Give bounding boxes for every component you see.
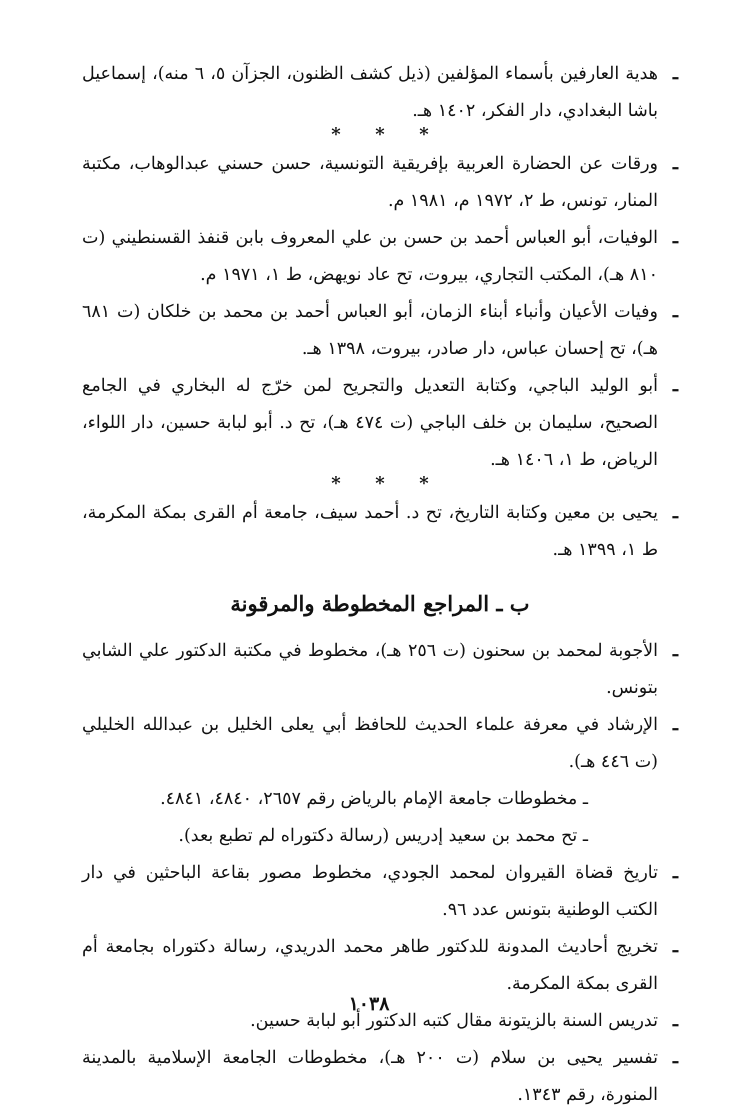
star-separator: * [419, 473, 429, 494]
bibliography-entry [82, 855, 678, 929]
entry-text: الوفيات، أبو العباس أحمد بن حسن بن علي المعروف بابن قنفذ القسنطيني (ت ٨١٠ هـ)، المكتب التجاري، بيروت، تح عاد نويهض، ط ١، ١٩٧١ م. [82, 228, 658, 285]
entry-text: مخطوطات جامعة الإمام بالرياض رقم ٢٦٥٧، ٤٨٤٠، ٤٨٤١. [160, 789, 578, 809]
star-separator: * [331, 473, 341, 494]
entry-dash: ـ [672, 64, 678, 84]
bibliography-content [82, 56, 678, 1114]
bibliography-entry [82, 294, 678, 368]
entry-dash: ـ [672, 641, 678, 661]
entry-dash: ـ [672, 228, 678, 248]
star-separator: * [375, 124, 385, 145]
entry-dash: ـ [672, 1011, 678, 1031]
entry-text: أبو الوليد الباجي، وكتابة التعديل والتجريح لمن خرّج له البخاري في الجامع الصحيح، سليمان بن خلف الباجي (ت ٤٧٤ هـ)، تح د. أبو لبابة حسين، دار اللواء، الرياض، ط ١، ١٤٠٦ هـ. [82, 376, 658, 470]
entry-text: تاريخ قضاة القيروان لمحمد الجودي، مخطوط مصور بقاعة الباحثين في دار الكتب الوطنية بتونس عدد ٩٦. [82, 863, 658, 920]
bibliography-entry [82, 368, 678, 479]
bibliography-entry [82, 707, 678, 781]
entry-dash: ـ [672, 937, 678, 957]
bibliography-entry [82, 633, 678, 707]
entry-dash: ـ [672, 302, 678, 322]
entry-dash: ـ [672, 1048, 678, 1068]
section-b-title: ب ـ المراجع المخطوطة والمرقونة [230, 591, 530, 616]
entry-dash: ـ [672, 863, 678, 883]
entry-text: الإرشاد في معرفة علماء الحديث للحافظ أبي يعلى الخليل بن عبدالله الخليلي (ت ٤٤٦ هـ). [82, 715, 658, 772]
entry-text: يحيى بن معين وكتابة التاريخ، تح د. أحمد سيف، جامعة أم القرى بمكة المكرمة، ط ١، ١٣٩٩ هـ. [82, 503, 658, 560]
entry-dash: ـ [672, 715, 678, 735]
bibliography-group-a3 [82, 495, 678, 569]
bibliography-group-a1 [82, 56, 678, 130]
star-separator: * [331, 124, 341, 145]
entry-dash: ـ [672, 154, 678, 174]
bibliography-entry [82, 929, 678, 1003]
entry-text: تخريج أحاديث المدونة للدكتور طاهر محمد الدريدي، رسالة دكتوراه بجامعة أم القرى بمكة المكرمة. [82, 937, 658, 994]
bibliography-subentry [82, 818, 588, 855]
page-number: ١٠٣٨ [348, 993, 390, 1015]
bibliography-group-b [82, 633, 678, 1114]
star-separator: * [375, 473, 385, 494]
bibliography-subentry [82, 781, 588, 818]
entry-text: وفيات الأعيان وأنباء أبناء الزمان، أبو العباس أحمد بن محمد بن خلكان (ت ٦٨١ هـ)، تح إحسان عباس، دار صادر، بيروت، ١٣٩٨ هـ. [82, 302, 658, 359]
entry-text: الأجوبة لمحمد بن سحنون (ت ٢٥٦ هـ)، مخطوط في مكتبة الدكتور علي الشابي بتونس. [82, 641, 658, 698]
entry-dash: ـ [672, 503, 678, 523]
bibliography-group-a2 [82, 146, 678, 479]
bibliography-entry [82, 220, 678, 294]
bibliography-entry [82, 56, 678, 130]
bibliography-entry [82, 495, 678, 569]
star-separator: * [419, 124, 429, 145]
entry-dash: ـ [582, 789, 588, 809]
entry-text: ورقات عن الحضارة العربية بإفريقية التونسية، حسن حسني عبدالوهاب، مكتبة المنار، تونس، ط ٢، ١٩٧٢ م، ١٩٨١ م. [82, 154, 658, 211]
entry-dash: ـ [582, 826, 588, 846]
entry-text: هدية العارفين بأسماء المؤلفين (ذيل كشف الظنون، الجزآن ٥، ٦ منه)، إسماعيل باشا البغدادي، دار الفكر، ١٤٠٢ هـ. [82, 64, 658, 121]
entry-text: تدريس السنة بالزيتونة مقال كتبه الدكتور أبو لبابة حسين. [250, 1011, 658, 1031]
entry-text: تح محمد بن سعيد إدريس (رسالة دكتوراه لم تطبع بعد). [178, 826, 578, 846]
bibliography-entry [82, 1040, 678, 1114]
bibliography-entry [82, 146, 678, 220]
entry-dash: ـ [672, 376, 678, 396]
entry-text: تفسير يحيى بن سلام (ت ٢٠٠ هـ)، مخطوطات الجامعة الإسلامية بالمدينة المنورة، رقم ١٣٤٣. [82, 1048, 658, 1105]
